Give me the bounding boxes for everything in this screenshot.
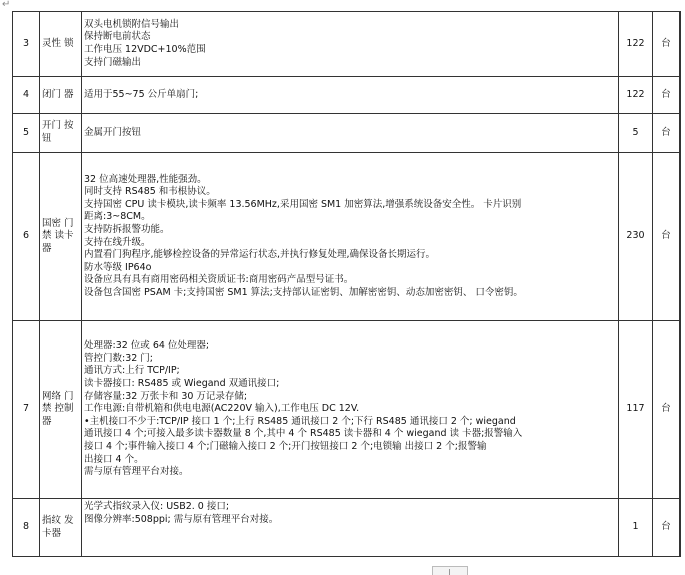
item-name: 网络 门禁 控制器 [40,321,82,499]
extra-cell [680,12,681,77]
item-quantity: 5 [619,114,653,153]
item-unit: 台 [653,153,680,321]
description-line: 双头电机锁附信号输出 [84,18,180,30]
description-line: 接口 4 个;事件输入接口 4 个;门磁输入接口 2 个;开门按钮接口 2 个;电锁输 出接口 2 个;报警输 [84,440,487,452]
description-line: 工作电源:自带机箱和供电电源(AC220V 输入),工作电压 DC 12V. [84,403,360,415]
item-unit: 台 [653,12,680,77]
description-line: 通讯接口 4 个;可接入最多读卡器数量 8 个,其中 4 个 RS485 读卡器和 4 个 wiegand 读 卡器;报警输入 [84,428,523,440]
description-line: 处理器:32 位或 64 位处理器; [84,340,210,352]
table-row [13,12,681,77]
row-number: 7 [13,321,40,499]
description-line: 读卡器接口: RS485 或 Wiegand 双通讯接口; [84,378,280,390]
item-quantity: 1 [619,499,653,557]
description-line: 存储容量:32 万张卡和 30 万记录存储; [84,390,248,402]
item-description [82,12,619,77]
extra-cell [680,321,681,499]
extra-cell [680,77,681,114]
extra-cell [680,499,681,557]
row-number: 3 [13,12,40,77]
table-row [13,153,681,321]
item-description [82,153,619,321]
paragraph-mark: ↵ [2,0,11,10]
table-row [13,499,681,557]
item-description [82,499,619,557]
description-line: 支持防拆报警功能。 [84,223,170,235]
description-line: 防水等级 IP64o [84,261,152,273]
description-line: 适用于55~75 公斤单扇门; [84,88,199,100]
description-line: 设备应具有具有商用密码相关资质证书:商用密码产品型号证书。 [84,274,354,286]
spec-table [12,11,681,557]
description-line: 金属开门按钮 [84,126,142,138]
item-quantity: 230 [619,153,653,321]
row-number: 8 [13,499,40,557]
description-line: 工作电压 12VDC+10%范围 [84,44,206,55]
item-unit: 台 [653,114,680,153]
table-row [13,77,681,114]
item-unit: 台 [653,321,680,499]
tab-tick [449,569,450,575]
item-name: 灵性 锁 [40,12,82,77]
description-line: 出接口 4 个。 [84,453,144,465]
item-description [82,114,619,153]
item-unit: 台 [653,499,680,557]
description-line: 同时支持 RS485 和韦根协议。 [84,186,216,198]
table-row [13,321,681,499]
table-row [13,114,681,153]
item-name: 指纹 发卡器 [40,499,82,557]
item-name: 闭门 器 [40,77,82,114]
description-line: 图像分辨率:508ppi; 需与原有管理平台对接。 [84,513,279,525]
item-quantity: 117 [619,321,653,499]
description-line: 光学式指纹录入仪: USB2. 0 接口; [84,501,230,512]
item-name: 国密 门禁 读卡器 [40,153,82,321]
extra-cell [680,153,681,321]
item-quantity: 122 [619,12,653,77]
row-number: 6 [13,153,40,321]
description-line: 需与原有管理平台对接。 [84,466,189,478]
row-number: 4 [13,77,40,114]
item-name: 开门 按钮 [40,114,82,153]
item-description [82,321,619,499]
description-line: 32 位高速处理器,性能强劲。 [84,173,207,185]
item-unit: 台 [653,77,680,114]
extra-cell [680,114,681,153]
description-line: 支持门磁输出 [84,56,142,68]
description-line: 设备包含国密 PSAM 卡;支持国密 SM1 算法;支持部认证密钥、加解密密钥、动态加密密钥、 口令密钥。 [84,286,523,298]
description-line: •主机接口不少于:TCP/IP 接口 1 个;上行 RS485 通讯接口 2 个;下行 RS485 通讯接口 2 个; wiegand [84,415,516,427]
description-line: 内置看门狗程序,能够检控设备的异常运行状态,并执行修复处理,确保设备长期运行。 [84,249,436,261]
item-quantity: 122 [619,77,653,114]
description-line: 保持断电前状态 [84,31,151,43]
description-line: 支持在线升级。 [84,236,151,248]
description-line: 距离:3~8CM。 [84,211,151,223]
description-line: 管控门数:32 门; [84,352,154,364]
row-number: 5 [13,114,40,153]
description-line: 通讯方式:上行 TCP/IP; [84,365,180,377]
item-description [82,77,619,114]
description-line: 支持国密 CPU 读卡模块,读卡频率 13.56MHz,采用国密 SM1 加密算法,增强系统设备安全性。 卡片识别 [84,198,522,210]
